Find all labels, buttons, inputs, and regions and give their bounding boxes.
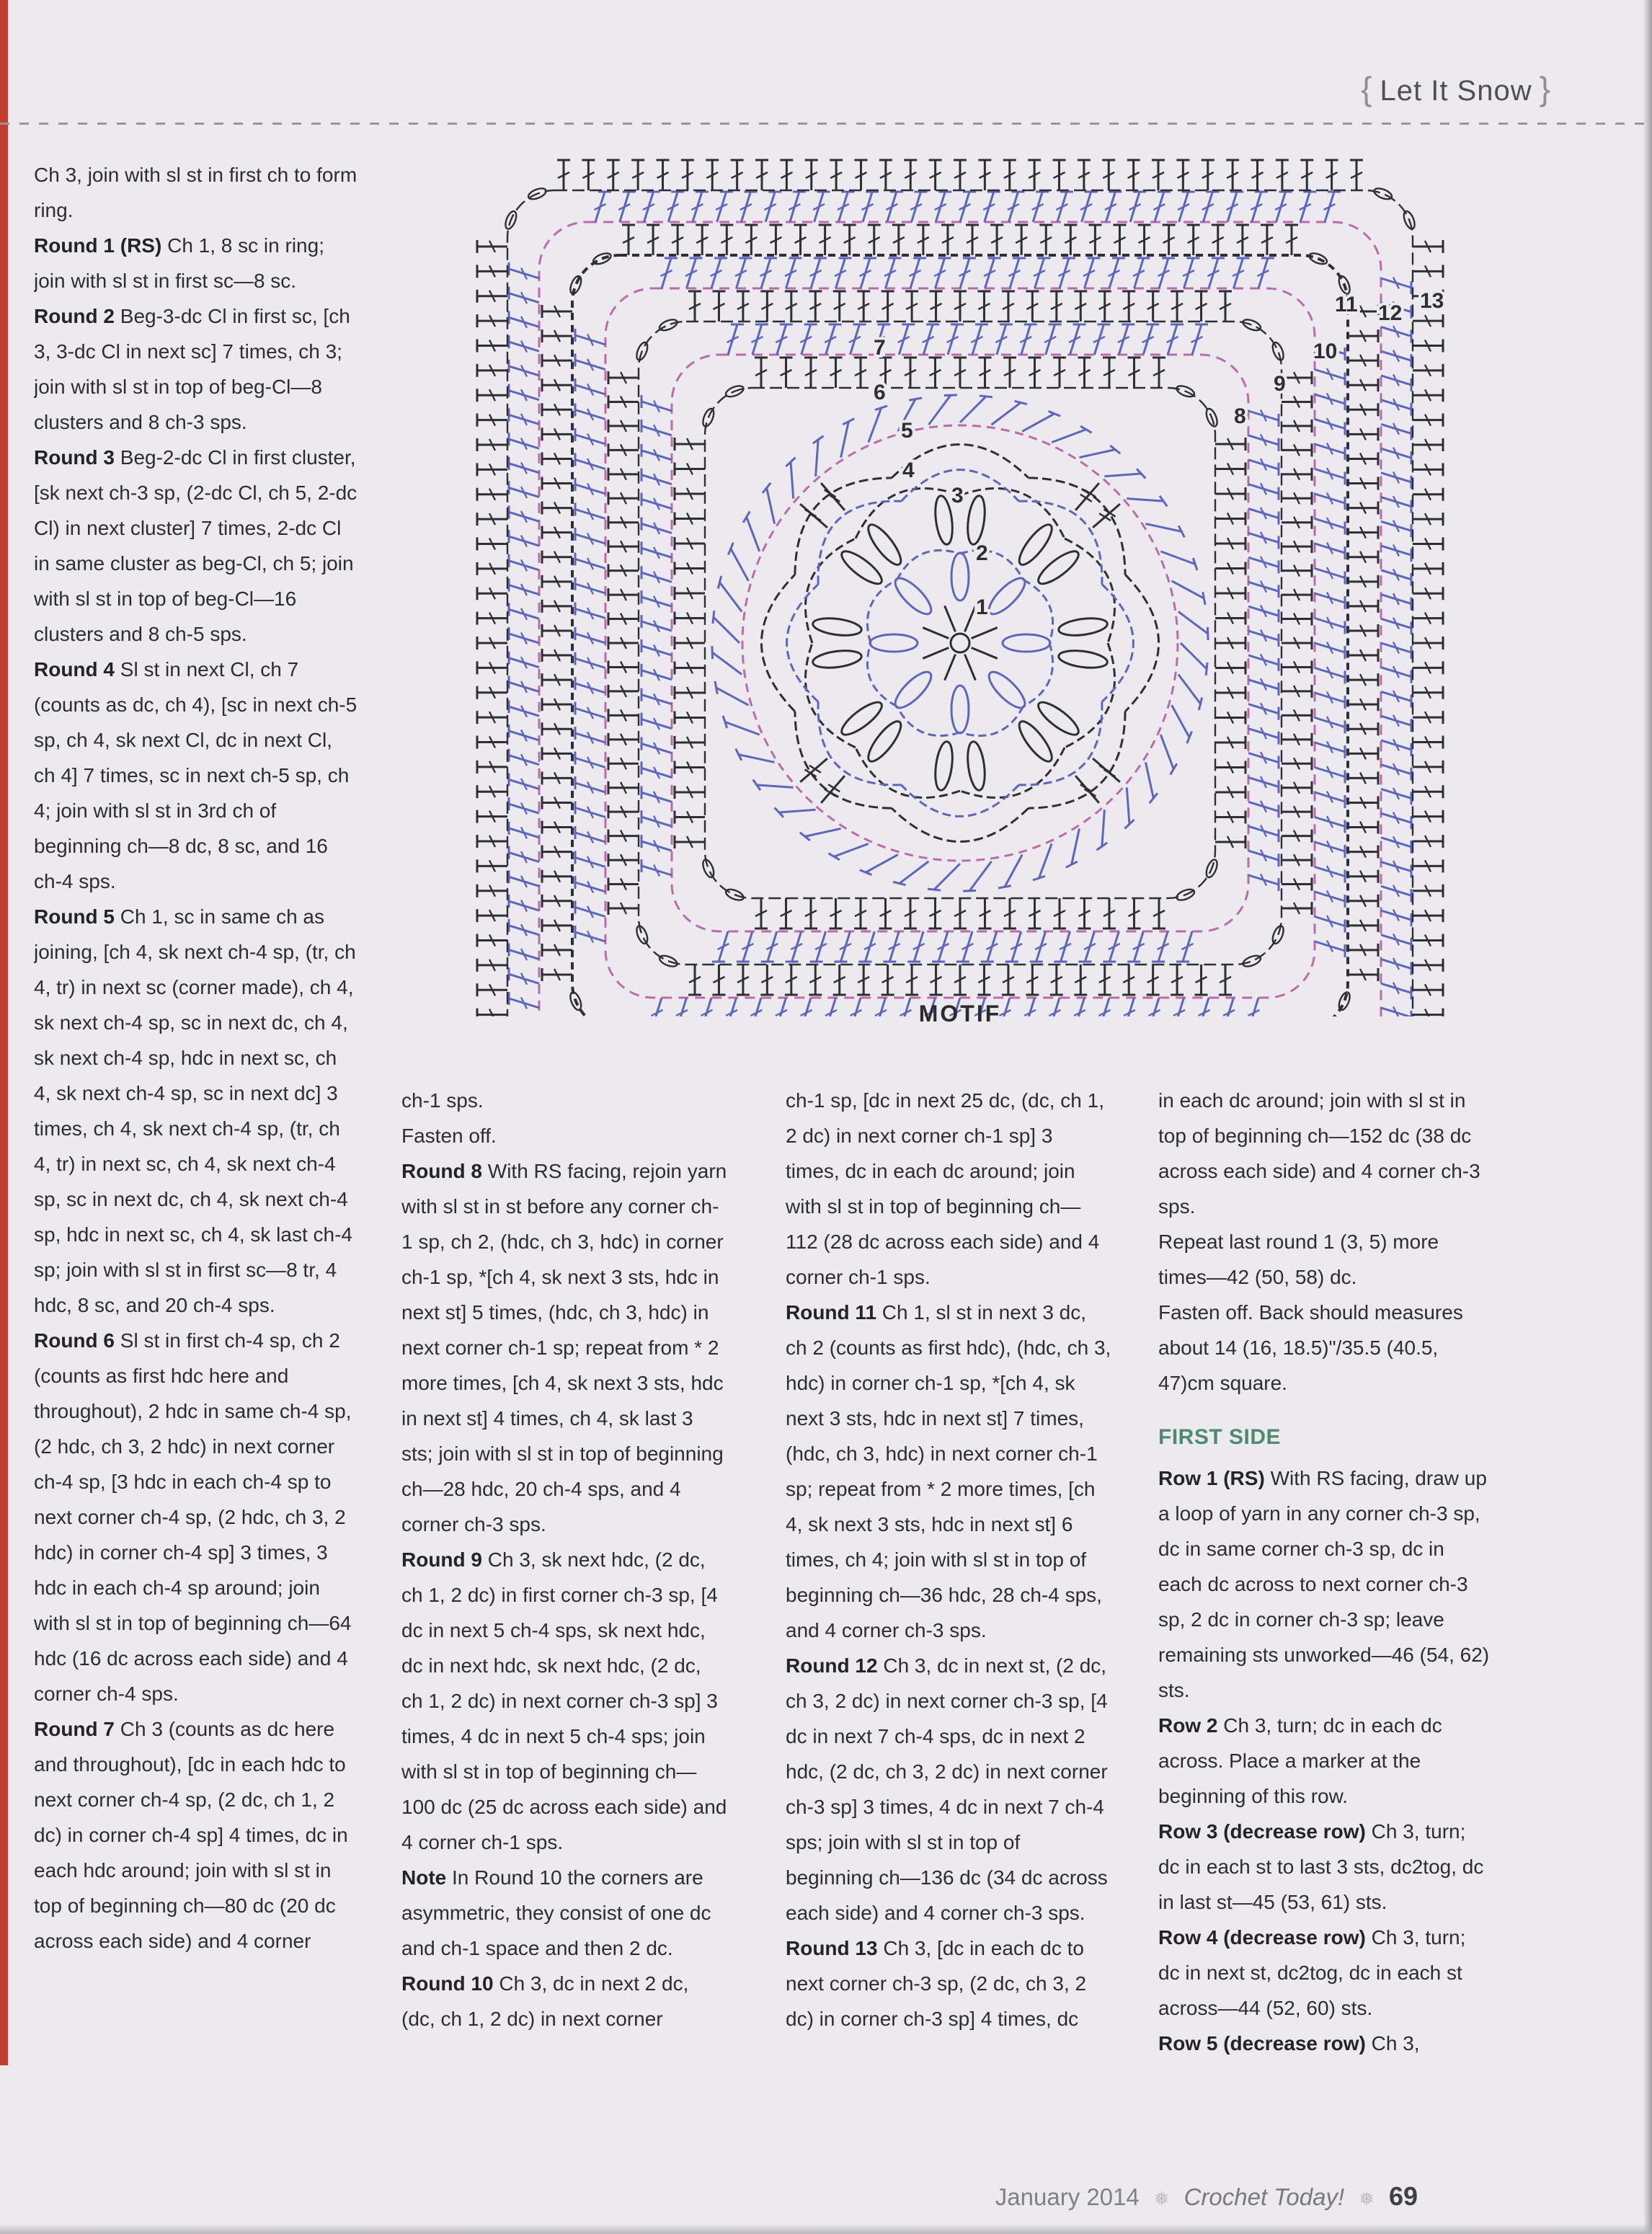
round-row-label: Round 10: [401, 1972, 494, 1995]
pattern-paragraph: Round 13 Ch 3, [dc in each dc to next corner ch-3 sp, (2 dc, ch 3, 2 dc) in corner ch-3 sp] 4 times, dc: [786, 1937, 1087, 2030]
round-row-label: Note: [401, 1866, 447, 1889]
round-number-12: 12: [1378, 301, 1403, 325]
pattern-paragraph: Round 8 With RS facing, rejoin yarn with sl st in st before any corner ch-1 sp, ch 2, (hdc, ch 3, hdc) in corner ch-1 sp, *[ch 4, sk next 3 sts, hdc in next st] 5 times, (hdc, ch 3, hdc) in next corner ch-1 sp; repeat from * 2 more times, [ch 4, sk next 3 sts, hdc in next st] 4 times, ch 4, sk last 3 sts; join with sl st in top of beginning ch—28 hdc, 20 ch-4 sps, and 4 corner ch-3 sps.: [401, 1160, 727, 1535]
text-column-4: [1158, 1083, 1490, 2157]
round-row-label: Row 2: [1158, 1714, 1218, 1737]
round-number-8: 8: [1234, 404, 1246, 428]
pattern-paragraph: Row 4 (decrease row) Ch 3, turn; dc in next st, dc2tog, dc in each st across—44 (52, 60) sts.: [1158, 1926, 1466, 2019]
pattern-paragraph: Row 3 (decrease row) Ch 3, turn; dc in each st to last 3 sts, dc2tog, dc in last st—45 (53, 61) sts.: [1158, 1820, 1484, 1913]
pattern-paragraph: Row 1 (RS) With RS facing, draw up a loop of yarn in any corner ch-3 sp, dc in same corner ch-3 sp, dc in each dc across to next corner ch-3 sp, 2 dc in corner ch-3 sp; leave remaining sts unworked—46 (54, 62) sts.: [1158, 1467, 1490, 1701]
round-row-label: Round 12: [786, 1654, 878, 1677]
pattern-paragraph: Round 5 Ch 1, sc in same ch as joining, [ch 4, sk next ch-4 sp, (tr, ch 4, tr) in next sc (corner made), ch 4, sk next ch-4 sp, sc in next dc, ch 4, sk next ch-4 sp, hdc in next sc, ch 4, sk next ch-4 sp, sc in next dc] 3 times, ch 4, sk next ch-4 sp, (tr, ch 4, tr) in next sc, ch 4, sk next ch-4 sp, sc in next dc, ch 4, sk next ch-4 sp, hdc in next sc, ch 4, sk last ch-4 sp; join with sl st in first sc—8 tr, 4 hdc, 8 sc, and 20 ch-4 sps.: [34, 905, 356, 1316]
page-edge-red: [0, 0, 8, 2065]
page-header-title: [1354, 69, 1558, 108]
pattern-paragraph: Row 5 (decrease row) Ch 3,: [1158, 2032, 1420, 2055]
round-number-4: 4: [902, 458, 915, 482]
snowflake-icon: ❅: [1153, 2188, 1170, 2209]
pattern-paragraph: Round 2 Beg-3-dc Cl in first sc, [ch 3, 3-dc Cl in next sc] 7 times, ch 3; join with sl st in top of beg-Cl—8 clusters and 8 ch-3 sps.: [34, 305, 350, 433]
round-row-label: Row 5 (decrease row): [1158, 2032, 1366, 2055]
round-row-label: Round 7: [34, 1718, 115, 1740]
round-number-7: 7: [874, 336, 886, 360]
round-number-5: 5: [901, 419, 913, 443]
pattern-paragraph: ch-1 sp, [dc in next 25 dc, (dc, ch 1, 2 dc) in next corner ch-1 sp] 3 times, dc in each dc around; join with sl st in top of beginning ch—112 (28 dc across each side) and 4 corner ch-1 sps.: [786, 1089, 1104, 1288]
round-row-label: Row 3 (decrease row): [1158, 1820, 1366, 1843]
header-title-text: Let It Snow: [1380, 75, 1532, 107]
round-row-label: Round 4: [34, 658, 115, 681]
page-edge-shadow-bottom: [0, 2224, 1652, 2234]
text-column-1: [34, 157, 358, 2147]
round-number-11: 11: [1335, 293, 1358, 316]
pattern-paragraph: ch-1 sps.: [401, 1089, 484, 1112]
pattern-paragraph: Round 9 Ch 3, sk next hdc, (2 dc, ch 1, 2 dc) in first corner ch-3 sp, [4 dc in next 5 ch-4 sps, sk next hdc, dc in next hdc, sk next hdc, (2 dc, ch 1, 2 dc) in next corner ch-3 sp] 3 times, 4 dc in next 5 ch-4 sps; join with sl st in top of beginning ch—100 dc (25 dc across each side) and 4 corner ch-1 sps.: [401, 1548, 727, 1853]
snowflake-icon: ❅: [1359, 2188, 1375, 2209]
pattern-paragraph: Note In Round 10 the corners are asymmetric, they consist of one dc and ch-1 space and then 2 dc.: [401, 1866, 711, 1959]
pattern-paragraph: Round 4 Sl st in next Cl, ch 7 (counts as dc, ch 4), [sc in next ch-5 sp, ch 4, sk next Cl, dc in next Cl, ch 4] 7 times, sc in next ch-5 sp, ch 4; join with sl st in 3rd ch of beginning ch—8 dc, 8 sc, and 16 ch-4 sps.: [34, 658, 358, 892]
perforation-dashed-line: [0, 123, 1652, 125]
round-row-label: Round 8: [401, 1160, 482, 1182]
pattern-paragraph: in each dc around; join with sl st in top of beginning ch—152 dc (38 dc across each side) and 4 corner ch-3 sps.: [1158, 1089, 1480, 1218]
round-row-label: Row 1 (RS): [1158, 1467, 1265, 1489]
pattern-paragraph: Round 6 Sl st in first ch-4 sp, ch 2 (counts as first hdc here and throughout), 2 hdc in same ch-4 sp, (2 hdc, ch 3, 2 hdc) in next corner ch-4 sp, [3 hdc in each ch-4 sp to next corner ch-4 sp, (2 hdc, ch 3, 2 hdc) in corner ch-4 sp] 3 times, 3 hdc in each ch-4 sp around; join with sl st in top of beginning ch—64 hdc (16 dc across each side) and 4 corner ch-4 sps.: [34, 1329, 352, 1705]
round-row-label: Round 1 (RS): [34, 234, 162, 257]
pattern-paragraph: Round 1 (RS) Ch 1, 8 sc in ring; join with sl st in first sc—8 sc.: [34, 234, 324, 292]
round-row-label: Round 9: [401, 1548, 482, 1571]
pattern-paragraph: Row 2 Ch 3, turn; dc in each dc across. Place a marker at the beginning of this row.: [1158, 1714, 1442, 1807]
text-column-3: [786, 1083, 1111, 2157]
pattern-paragraph: Repeat last round 1 (3, 5) more times—42 (50, 58) dc.: [1158, 1231, 1439, 1288]
crochet-motif-chart-icon: [398, 138, 1522, 1016]
footer-page-number: 69: [1388, 2181, 1418, 2211]
pattern-paragraph: Round 11 Ch 1, sl st in next 3 dc, ch 2 (counts as first hdc), (hdc, ch 3, hdc) in corner ch-1 sp, *[ch 4, sk next 3 sts, hdc in next st] 7 times, (hdc, ch 3, hdc) in next corner ch-1 sp; repeat from * 2 more times, [ch 4, sk next 3 sts, hdc in next st] 6 times, ch 4; join with sl st in top of beginning ch—36 hdc, 28 ch-4 sps, and 4 corner ch-3 sps.: [786, 1301, 1111, 1641]
text-column-2: [401, 1083, 727, 2157]
page-edge-shadow-right: [1643, 0, 1652, 2234]
pattern-paragraph: Round 12 Ch 3, dc in next st, (2 dc, ch 3, 2 dc) in next corner ch-3 sp, [4 dc in next 7 ch-4 sps, dc in next 2 hdc, (2 dc, ch 3, 2 dc) in next corner ch-3 sp] 3 times, 4 dc in next 7 ch-4 sps; join with sl st in top of beginning ch—136 dc (34 dc across each side) and 4 corner ch-3 sps.: [786, 1654, 1108, 1924]
round-row-label: Round 2: [34, 305, 115, 327]
round-row-label: Round 13: [786, 1937, 878, 1959]
round-number-13: 13: [1420, 289, 1444, 313]
round-row-label: Round 11: [786, 1301, 877, 1324]
round-row-label: Round 3: [34, 446, 115, 469]
footer-issue: January 2014: [995, 2184, 1140, 2210]
round-row-label: Row 4 (decrease row): [1158, 1926, 1366, 1949]
pattern-paragraph: Round 3 Beg-2-dc Cl in first cluster, [sk next ch-3 sp, (2-dc Cl, ch 5, 2-dc Cl) in next cluster] 7 times, 2-dc Cl in same cluster as beg-Cl, ch 5; join with sl st in top of beg-Cl—16 clusters and 8 ch-5 sps.: [34, 446, 358, 645]
pattern-paragraph: Round 7 Ch 3 (counts as dc here and throughout), [dc in each hdc to next corner ch-4 sp, (2 dc, ch 1, 2 dc) in corner ch-4 sp] 4 times, dc in each hdc around; join with sl st in top of beginning ch—80 dc (20 dc across each side) and 4 corner: [34, 1718, 348, 1952]
round-number-9: 9: [1274, 372, 1286, 396]
round-number-2: 2: [976, 541, 988, 565]
footer-magazine-title: Crochet Today!: [1184, 2184, 1345, 2210]
round-row-label: Round 5: [34, 905, 115, 928]
round-row-label: Round 6: [34, 1329, 115, 1352]
header-brace-right: }: [1539, 70, 1551, 107]
round-number-1: 1: [976, 595, 988, 619]
pattern-paragraph: Round 10 Ch 3, dc in next 2 dc, (dc, ch 1, 2 dc) in next corner: [401, 1972, 689, 2030]
round-number-6: 6: [874, 381, 886, 404]
pattern-paragraph: Ch 3, join with sl st in first ch to form ring.: [34, 164, 358, 221]
round-number-10: 10: [1313, 340, 1338, 363]
pattern-paragraph: Fasten off.: [401, 1125, 497, 1147]
pattern-paragraph: Fasten off. Back should measures about 14 (16, 18.5)"/35.5 (40.5, 47)cm square.: [1158, 1301, 1463, 1394]
section-heading-first-side: FIRST SIDE: [1158, 1425, 1282, 1449]
header-brace-left: {: [1361, 70, 1373, 107]
round-number-3: 3: [951, 484, 964, 507]
page-footer: [995, 2181, 1418, 2212]
diagram-caption: MOTIF: [918, 1001, 1002, 1027]
